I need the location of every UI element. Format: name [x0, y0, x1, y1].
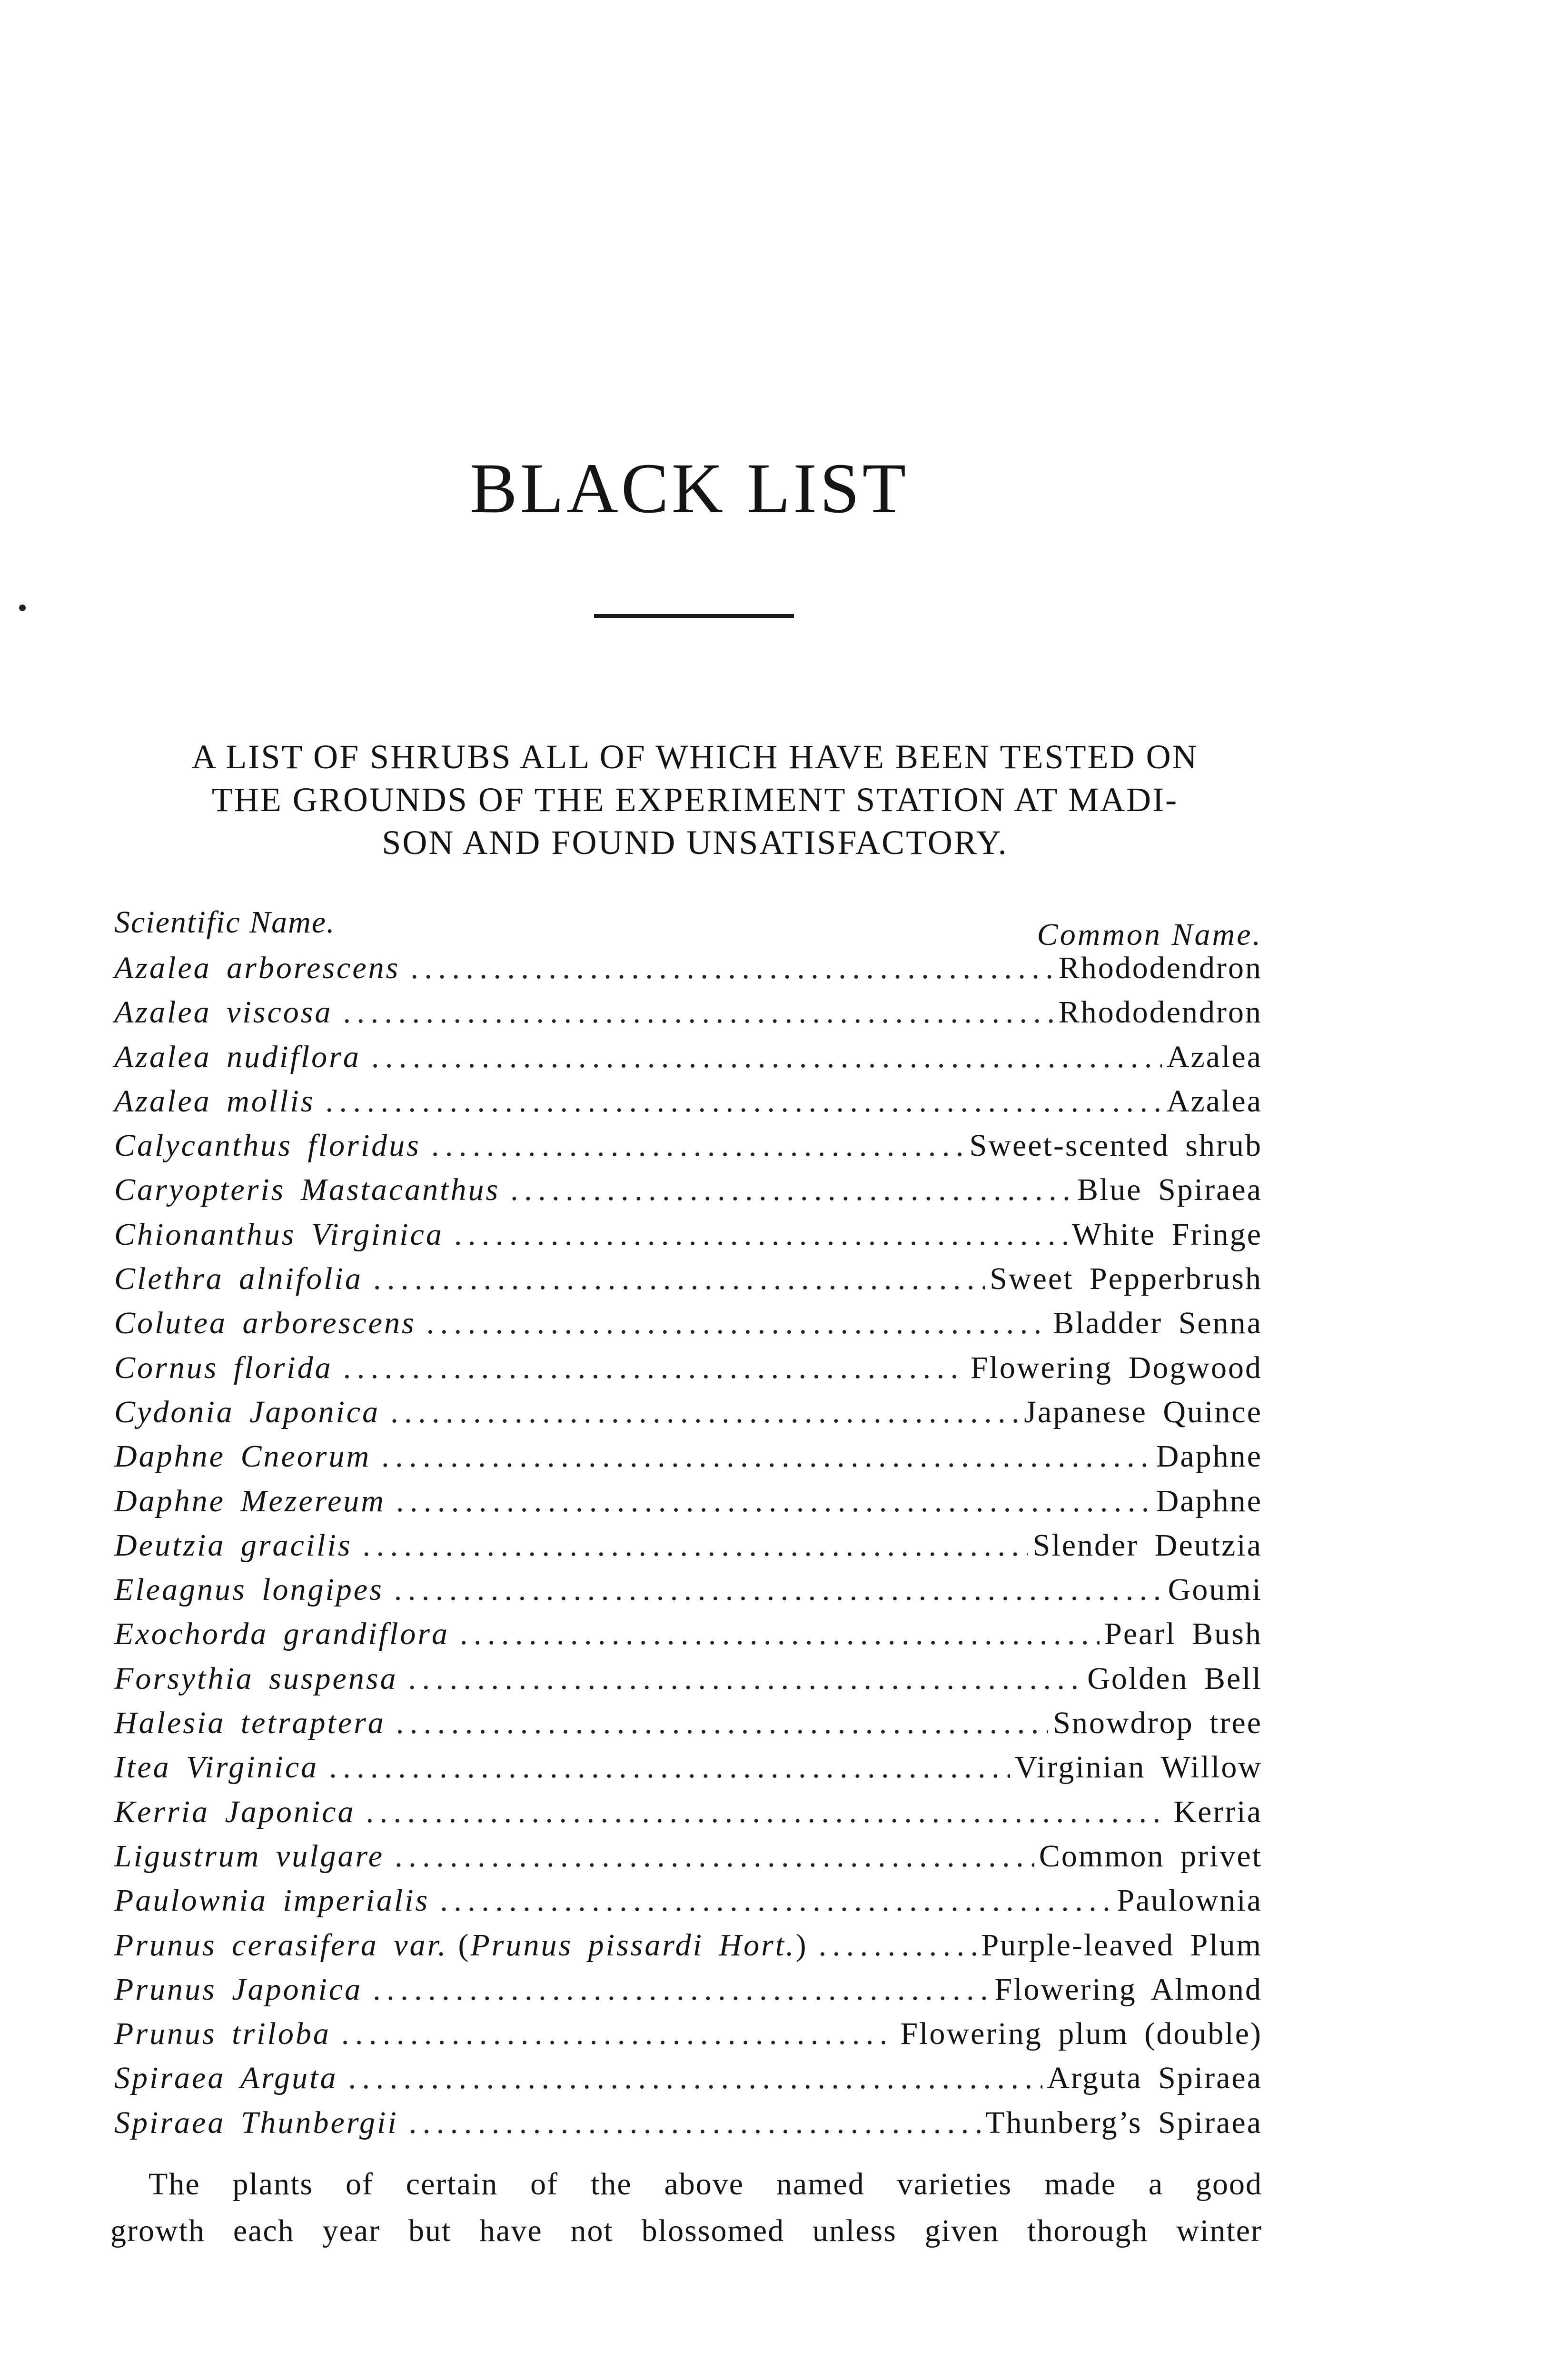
list-item [114, 950, 1262, 994]
list-item [114, 1883, 1262, 1927]
scientific-name-text: Forsythia suspensa [114, 1661, 398, 1696]
stray-dot [19, 605, 26, 611]
scientific-name [114, 2060, 338, 2096]
dot-leader [381, 1438, 1151, 1475]
common-name: Arguta Spiraea [1047, 2061, 1262, 2096]
common-name: Sweet-scented shrub [969, 1128, 1262, 1163]
common-name: Kerria [1173, 1794, 1262, 1829]
scientific-name-text: Exochorda grandiflora [114, 1616, 450, 1652]
list-item [114, 2016, 1262, 2060]
common-name: Flowering plum (double) [900, 2016, 1262, 2052]
dot-leader [395, 1838, 1034, 1874]
list-item [114, 1039, 1262, 1083]
scientific-name-text: Deutzia gracilis [114, 1527, 352, 1563]
intro-line: A LIST OF SHRUBS ALL OF WHICH HAVE BEEN TESTED ON [191, 738, 1199, 776]
scientific-name-text: Calycanthus floridus [114, 1128, 421, 1163]
scientific-name-text: Itea Virginica [114, 1750, 319, 1785]
scientific-name [114, 994, 332, 1031]
scientific-name-text: Daphne Cneorum [114, 1439, 371, 1474]
scientific-name [114, 2016, 331, 2052]
dot-leader [409, 2105, 981, 2141]
scientific-name [114, 1438, 371, 1475]
common-name: Blue Spiraea [1077, 1172, 1262, 1208]
list-item [114, 994, 1262, 1039]
dot-leader [390, 1394, 1019, 1430]
common-name: Daphne [1156, 1439, 1262, 1474]
list-item [114, 1527, 1262, 1572]
scientific-name [114, 1616, 449, 1652]
common-name: Paulownia [1117, 1883, 1262, 1918]
list-item [114, 1083, 1262, 1128]
list-header [114, 904, 1262, 950]
scientific-name-text: Clethra alnifolia [114, 1261, 363, 1297]
scientific-name-text: Caryopteris Mastacanthus [114, 1172, 500, 1208]
scientific-name-text: Azalea arborescens [114, 951, 400, 985]
title-rule [594, 614, 794, 618]
scientific-name [114, 1083, 315, 1120]
dot-leader [363, 1527, 1028, 1564]
scientific-name-text: Spiraea Thunbergii [114, 2105, 398, 2140]
scientific-name [114, 1972, 362, 2008]
dot-leader [329, 1749, 1010, 1785]
list-item [114, 1261, 1262, 1305]
common-name: Rhododendron [1058, 951, 1262, 985]
common-name: Flowering Dogwood [970, 1350, 1262, 1385]
scientific-name [114, 2105, 398, 2141]
dot-leader [454, 1217, 1067, 1253]
closing-line: growth each year but have not blossomed unless given thorough winter [110, 2213, 1262, 2248]
common-name: Snowdrop tree [1053, 1706, 1262, 1741]
scientific-synonym: Prunus pissardi Hort. [470, 1927, 796, 1963]
common-name: Azalea [1166, 1039, 1262, 1074]
common-name: Goumi [1168, 1572, 1262, 1607]
dot-leader [426, 1305, 1049, 1341]
scientific-name-text: Prunus Japonica [114, 1972, 363, 2007]
list-item [114, 1350, 1262, 1394]
list-item [114, 1394, 1262, 1438]
list-item [114, 1661, 1262, 1705]
common-name: Common privet [1039, 1838, 1262, 1874]
dot-leader [408, 1661, 1083, 1697]
dot-leader [341, 2016, 896, 2052]
scientific-name-text: Prunus triloba [114, 2016, 331, 2052]
paren-close: ) [795, 1927, 808, 1963]
scientific-name-text: Azalea viscosa [114, 995, 333, 1030]
list-item [114, 1217, 1262, 1261]
scientific-name [114, 1305, 416, 1341]
scientific-name [114, 1172, 500, 1208]
paren-open: ( [458, 1927, 471, 1963]
scientific-name [114, 1572, 384, 1608]
scientific-name [114, 1483, 386, 1519]
scientific-name-text: Chionanthus Virginica [114, 1217, 444, 1252]
scientific-name [114, 1794, 355, 1830]
dot-leader [348, 2060, 1042, 2096]
scientific-name-text: Prunus cerasifera var. [114, 1927, 448, 1963]
scientific-name-text: Azalea nudiflora [114, 1039, 361, 1074]
list-item [114, 2105, 1262, 2149]
common-name: Azalea [1166, 1083, 1262, 1119]
common-name: Bladder Senna [1053, 1306, 1262, 1341]
common-name: Rhododendron [1058, 995, 1262, 1030]
shrub-list [114, 904, 1262, 2149]
dot-leader [343, 1350, 966, 1386]
scientific-name [114, 1749, 318, 1785]
scientific-name-text: Kerria Japonica [114, 1794, 356, 1829]
dot-leader [373, 1972, 990, 2008]
list-item [114, 1749, 1262, 1794]
list-item [114, 1972, 1262, 2016]
dot-leader [819, 1927, 977, 1964]
scientific-name [114, 1350, 333, 1386]
dot-leader [371, 1039, 1162, 1075]
scientific-name-text: Halesia tetraptera [114, 1706, 386, 1741]
scientific-name-header: Scientific Name. [114, 905, 336, 940]
common-name: Purple-leaved Plum [981, 1927, 1262, 1963]
list-item [114, 1483, 1262, 1527]
list-item [114, 2060, 1262, 2104]
closing-paragraph [110, 2161, 1262, 2254]
dot-leader [440, 1883, 1112, 1919]
scientific-name [114, 1883, 429, 1919]
dot-leader [343, 994, 1053, 1031]
scientific-name-text: Cydonia Japonica [114, 1394, 380, 1429]
list-item [114, 1572, 1262, 1616]
dot-leader [396, 1483, 1151, 1519]
scientific-name [114, 1705, 386, 1741]
list-item [114, 1128, 1262, 1172]
list-item [114, 1794, 1262, 1838]
scientific-name-text: Daphne Mezereum [114, 1483, 386, 1518]
common-name: Flowering Almond [994, 1972, 1262, 2007]
list-item [114, 1438, 1262, 1483]
scientific-name-text: Eleagnus longipes [114, 1572, 384, 1607]
common-name: Daphne [1156, 1483, 1262, 1518]
closing-line: The plants of certain of the above named varieties made a good [149, 2167, 1262, 2202]
scientific-name [114, 1927, 808, 1964]
dot-leader [366, 1794, 1169, 1830]
list-item [114, 1927, 1262, 1972]
dot-leader [326, 1083, 1162, 1120]
dot-leader [431, 1128, 965, 1164]
common-name: Sweet Pepperbrush [990, 1261, 1262, 1297]
common-name: Japanese Quince [1024, 1394, 1262, 1429]
common-name: Slender Deutzia [1032, 1527, 1262, 1563]
common-name: Virginian Willow [1014, 1750, 1262, 1785]
dot-leader [396, 1705, 1048, 1741]
scientific-name-text: Ligustrum vulgare [114, 1838, 385, 1874]
scientific-name-text: Cornus florida [114, 1350, 333, 1385]
scientific-name [114, 1217, 444, 1253]
common-name: Golden Bell [1087, 1661, 1262, 1696]
scientific-name-text: Spiraea Arguta [114, 2061, 338, 2096]
list-item [114, 1705, 1262, 1749]
intro-line: THE GROUNDS OF THE EXPERIMENT STATION AT MADI- [211, 781, 1179, 819]
dot-leader [410, 950, 1053, 986]
list-item [114, 1172, 1262, 1216]
page-title: BLACK LIST [469, 449, 909, 528]
intro-line: SON AND FOUND UNSATISFACTORY. [382, 823, 1008, 862]
list-item [114, 1616, 1262, 1660]
scientific-name [114, 1394, 380, 1430]
dot-leader [460, 1616, 1100, 1652]
dot-leader [373, 1261, 985, 1297]
list-entries [114, 950, 1262, 2149]
common-name-header: Common Name. [1037, 917, 1262, 952]
intro-heading [114, 735, 1276, 864]
dot-leader [510, 1172, 1072, 1208]
dot-leader [394, 1572, 1163, 1608]
scientific-name [114, 950, 400, 986]
scientific-name [114, 1039, 361, 1075]
scientific-name [114, 1661, 398, 1697]
scientific-name [114, 1128, 421, 1164]
scientific-name-text: Paulownia imperialis [114, 1883, 430, 1918]
common-name: Thunberg’s Spiraea [985, 2105, 1262, 2140]
scientific-name-text: Colutea arborescens [114, 1306, 416, 1341]
common-name: White Fringe [1071, 1217, 1262, 1252]
scientific-name [114, 1261, 363, 1297]
scientific-name-text: Azalea mollis [114, 1083, 315, 1119]
scientific-name [114, 1527, 352, 1564]
list-item [114, 1838, 1262, 1883]
scientific-name [114, 1838, 384, 1874]
list-item [114, 1305, 1262, 1349]
common-name: Pearl Bush [1104, 1616, 1262, 1652]
